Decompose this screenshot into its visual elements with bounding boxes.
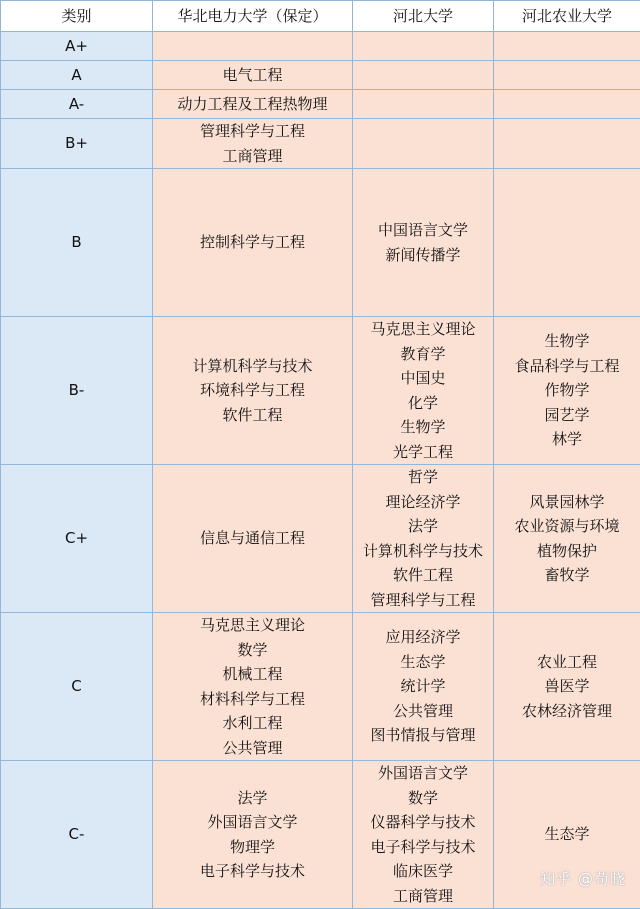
- discipline-item: 电子科学与技术: [153, 859, 352, 884]
- discipline-item: 信息与通信工程: [153, 526, 352, 551]
- discipline-cell-hebau: [494, 32, 640, 61]
- discipline-item: 软件工程: [353, 563, 493, 588]
- discipline-cell-ncepu: [153, 32, 353, 61]
- grade-cell: B+: [1, 119, 153, 169]
- discipline-item: 工商管理: [353, 884, 493, 909]
- discipline-item: 农业资源与环境: [494, 514, 640, 539]
- discipline-item: 园艺学: [494, 403, 640, 428]
- grade-cell: C+: [1, 465, 153, 613]
- discipline-item: 环境科学与工程: [153, 378, 352, 403]
- discipline-item: 外国语言文学: [353, 761, 493, 786]
- discipline-cell-ncepu: [153, 761, 353, 909]
- header-hebau: 河北农业大学: [494, 1, 640, 32]
- discipline-cell-hbu: [353, 119, 494, 169]
- discipline-cell-hebau: [494, 90, 640, 119]
- grade-cell: C: [1, 613, 153, 761]
- discipline-item: 计算机科学与技术: [153, 354, 352, 379]
- discipline-item: 软件工程: [153, 403, 352, 428]
- discipline-item: 控制科学与工程: [153, 230, 352, 255]
- discipline-cell-hebau: [494, 61, 640, 90]
- discipline-cell-hbu: [353, 32, 494, 61]
- header-ncepu: 华北电力大学（保定）: [153, 1, 353, 32]
- table-row: [1, 90, 640, 119]
- discipline-item: 计算机科学与技术: [353, 539, 493, 564]
- discipline-item: 化学: [353, 391, 493, 416]
- discipline-item: 理论经济学: [353, 490, 493, 515]
- discipline-item: 电子科学与技术: [353, 835, 493, 860]
- discipline-item: 中国语言文学: [353, 218, 493, 243]
- discipline-item: 法学: [153, 786, 352, 811]
- discipline-item: 农业工程: [494, 650, 640, 675]
- table-body: [1, 32, 640, 909]
- discipline-item: 食品科学与工程: [494, 354, 640, 379]
- discipline-item: 生物学: [494, 329, 640, 354]
- discipline-item: 法学: [353, 514, 493, 539]
- discipline-item: 畜牧学: [494, 563, 640, 588]
- discipline-item: 管理科学与工程: [353, 588, 493, 613]
- discipline-item: 兽医学: [494, 674, 640, 699]
- discipline-cell-ncepu: [153, 90, 353, 119]
- discipline-item: 马克思主义理论: [153, 613, 352, 638]
- discipline-item: 作物学: [494, 378, 640, 403]
- discipline-item: 光学工程: [353, 440, 493, 465]
- discipline-item: 生物学: [353, 415, 493, 440]
- grade-cell: B-: [1, 317, 153, 465]
- discipline-cell-ncepu: [153, 465, 353, 613]
- discipline-item: 生态学: [494, 822, 640, 847]
- discipline-item: 物理学: [153, 835, 352, 860]
- discipline-cell-hbu: [353, 90, 494, 119]
- discipline-cell-hebau: [494, 465, 640, 613]
- discipline-item: 工商管理: [153, 144, 352, 169]
- discipline-item: 马克思主义理论: [353, 317, 493, 342]
- discipline-cell-ncepu: [153, 317, 353, 465]
- discipline-cell-hbu: [353, 761, 494, 909]
- grade-cell: B: [1, 169, 153, 317]
- header-category: 类别: [1, 1, 153, 32]
- table-row: [1, 317, 640, 465]
- table-row: [1, 61, 640, 90]
- discipline-item: 水利工程: [153, 711, 352, 736]
- discipline-item: 图书情报与管理: [353, 723, 493, 748]
- discipline-item: 应用经济学: [353, 625, 493, 650]
- discipline-item: 新闻传播学: [353, 243, 493, 268]
- discipline-item: 机械工程: [153, 662, 352, 687]
- table-row: [1, 119, 640, 169]
- discipline-item: 林学: [494, 427, 640, 452]
- discipline-item: 统计学: [353, 674, 493, 699]
- watermark: 知乎 @苟晓: [540, 868, 626, 889]
- header-hbu: 河北大学: [353, 1, 494, 32]
- discipline-item: 教育学: [353, 342, 493, 367]
- discipline-cell-ncepu: [153, 169, 353, 317]
- grade-cell: A: [1, 61, 153, 90]
- discipline-cell-hebau: [494, 613, 640, 761]
- table-row: [1, 613, 640, 761]
- discipline-item: 管理科学与工程: [153, 119, 352, 144]
- grade-cell: C-: [1, 761, 153, 909]
- discipline-item: 电气工程: [153, 63, 352, 88]
- table-row: [1, 465, 640, 613]
- discipline-cell-hbu: [353, 317, 494, 465]
- discipline-item: 植物保护: [494, 539, 640, 564]
- grade-cell: A+: [1, 32, 153, 61]
- discipline-item: 生态学: [353, 650, 493, 675]
- discipline-cell-hbu: [353, 61, 494, 90]
- discipline-cell-hebau: [494, 119, 640, 169]
- discipline-cell-ncepu: [153, 119, 353, 169]
- discipline-item: 数学: [353, 786, 493, 811]
- discipline-item: 中国史: [353, 366, 493, 391]
- header-row: [1, 1, 640, 32]
- discipline-item: 材料科学与工程: [153, 687, 352, 712]
- discipline-cell-hbu: [353, 613, 494, 761]
- discipline-item: 公共管理: [353, 699, 493, 724]
- discipline-item: 仪器科学与技术: [353, 810, 493, 835]
- discipline-cell-hbu: [353, 169, 494, 317]
- discipline-item: 数学: [153, 638, 352, 663]
- discipline-item: 哲学: [353, 465, 493, 490]
- discipline-item: 农林经济管理: [494, 699, 640, 724]
- discipline-item: 风景园林学: [494, 490, 640, 515]
- discipline-cell-ncepu: [153, 61, 353, 90]
- discipline-item: 临床医学: [353, 859, 493, 884]
- discipline-cell-hebau: [494, 169, 640, 317]
- table-row: [1, 169, 640, 317]
- discipline-cell-ncepu: [153, 613, 353, 761]
- discipline-cell-hbu: [353, 465, 494, 613]
- discipline-item: 外国语言文学: [153, 810, 352, 835]
- grade-cell: A-: [1, 90, 153, 119]
- discipline-cell-hebau: [494, 317, 640, 465]
- discipline-item: 公共管理: [153, 736, 352, 761]
- table-row: [1, 32, 640, 61]
- discipline-item: 动力工程及工程热物理: [153, 92, 352, 117]
